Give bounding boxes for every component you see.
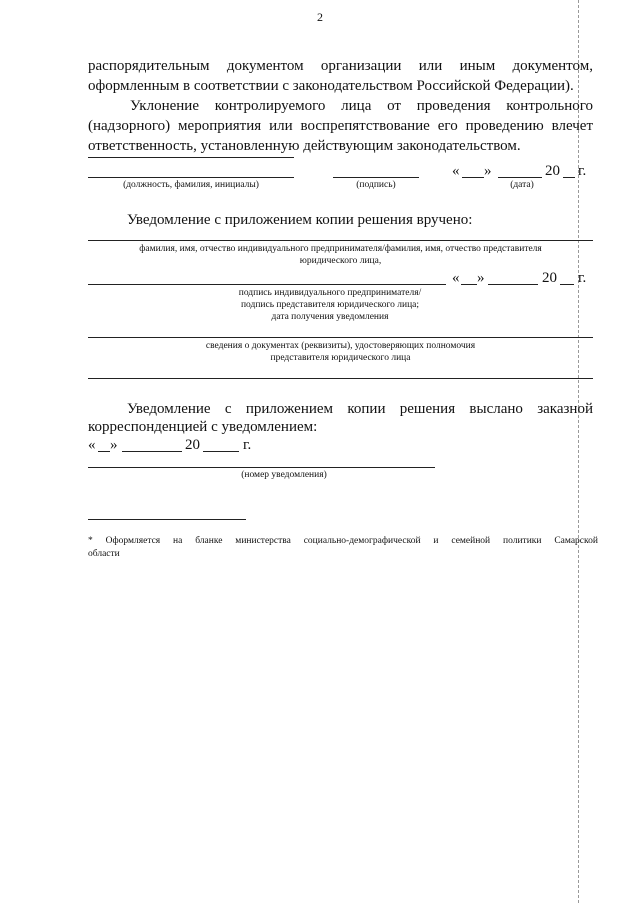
- mailed-date-close-quote: »: [110, 437, 118, 453]
- sig-month-line: [498, 177, 542, 178]
- page-number: 2: [317, 10, 323, 24]
- handed-caption-name-1: фамилия, имя, отчество индивидуального предпринимателя/фамилия, имя, отчество представителя: [139, 244, 542, 254]
- sig-year-suffix: г.: [578, 163, 587, 179]
- sig-date-open-quote: «: [452, 163, 460, 179]
- sig-year-prefix: 20: [545, 163, 560, 179]
- signature-line: [333, 177, 419, 178]
- handed-year-line: [560, 284, 574, 285]
- mailed-year-prefix: 20: [185, 437, 200, 453]
- handed-year-suffix: г.: [578, 270, 587, 286]
- mailed-day-line: [98, 451, 110, 452]
- mailed-year-line: [203, 451, 239, 452]
- handed-caption-sig-1: подпись индивидуального предпринимателя/: [238, 288, 422, 298]
- footnote-separator: [88, 519, 246, 520]
- label-date: (дата): [510, 180, 534, 190]
- mailed-number-line: [88, 467, 435, 468]
- footnote-line-2: области: [88, 549, 120, 559]
- paragraph-1-line-1: распорядительным документом организации или иным документом,: [88, 58, 593, 74]
- handed-date-open-quote: «: [452, 270, 460, 286]
- handed-date-close-quote: »: [477, 270, 485, 286]
- mailed-heading-line-1: Уведомление с приложением копии решения выслано заказной: [127, 401, 593, 417]
- handed-day-line: [461, 284, 477, 285]
- paragraph-2-line-3: ответственность, установленную действующим законодательством.: [88, 138, 521, 154]
- handed-caption-sig-2: подпись представителя юридического лица;: [240, 300, 420, 310]
- handed-caption-docs-2: представителя юридического лица: [270, 353, 411, 363]
- handed-extra-line: [88, 378, 593, 379]
- handed-year-prefix: 20: [542, 270, 557, 286]
- handed-docs-line: [88, 337, 593, 338]
- handed-month-line: [488, 284, 538, 285]
- handed-caption-sig-3: дата получения уведомления: [271, 312, 389, 322]
- paragraph-1-line-2: оформленным в соответствии с законодательством Российской Федерации).: [88, 78, 574, 94]
- position-line: [88, 177, 294, 178]
- handed-heading: Уведомление с приложением копии решения вручено:: [127, 212, 473, 228]
- handed-caption-docs-1: сведения о документах (реквизиты), удостоверяющих полномочия: [205, 341, 476, 351]
- footnote-line-1: * Оформляется на бланке министерства социально-демографической и семейной политики Самарской: [88, 536, 598, 546]
- mailed-month-line: [122, 451, 182, 452]
- mailed-caption-number: (номер уведомления): [241, 470, 327, 480]
- handed-caption-name-2: юридического лица,: [299, 256, 382, 266]
- mailed-heading-line-2: корреспонденцией с уведомлением:: [88, 419, 318, 435]
- sig-date-close-quote: »: [484, 163, 492, 179]
- label-signature: (подпись): [356, 180, 396, 190]
- paragraph-2-line-2: (надзорного) мероприятия или воспрепятствование его проведению влечет: [88, 118, 593, 134]
- paragraph-2-line-1: Уклонение контролируемого лица от проведения контрольного: [130, 98, 593, 114]
- label-position: (должность, фамилия, инициалы): [123, 180, 259, 190]
- mailed-year-suffix: г.: [243, 437, 252, 453]
- mailed-date-open-quote: «: [88, 437, 96, 453]
- sig-day-line: [462, 177, 484, 178]
- sig-year-line: [563, 177, 575, 178]
- handed-signature-line: [88, 284, 446, 285]
- handed-name-line: [88, 240, 593, 241]
- short-rule: [88, 157, 294, 158]
